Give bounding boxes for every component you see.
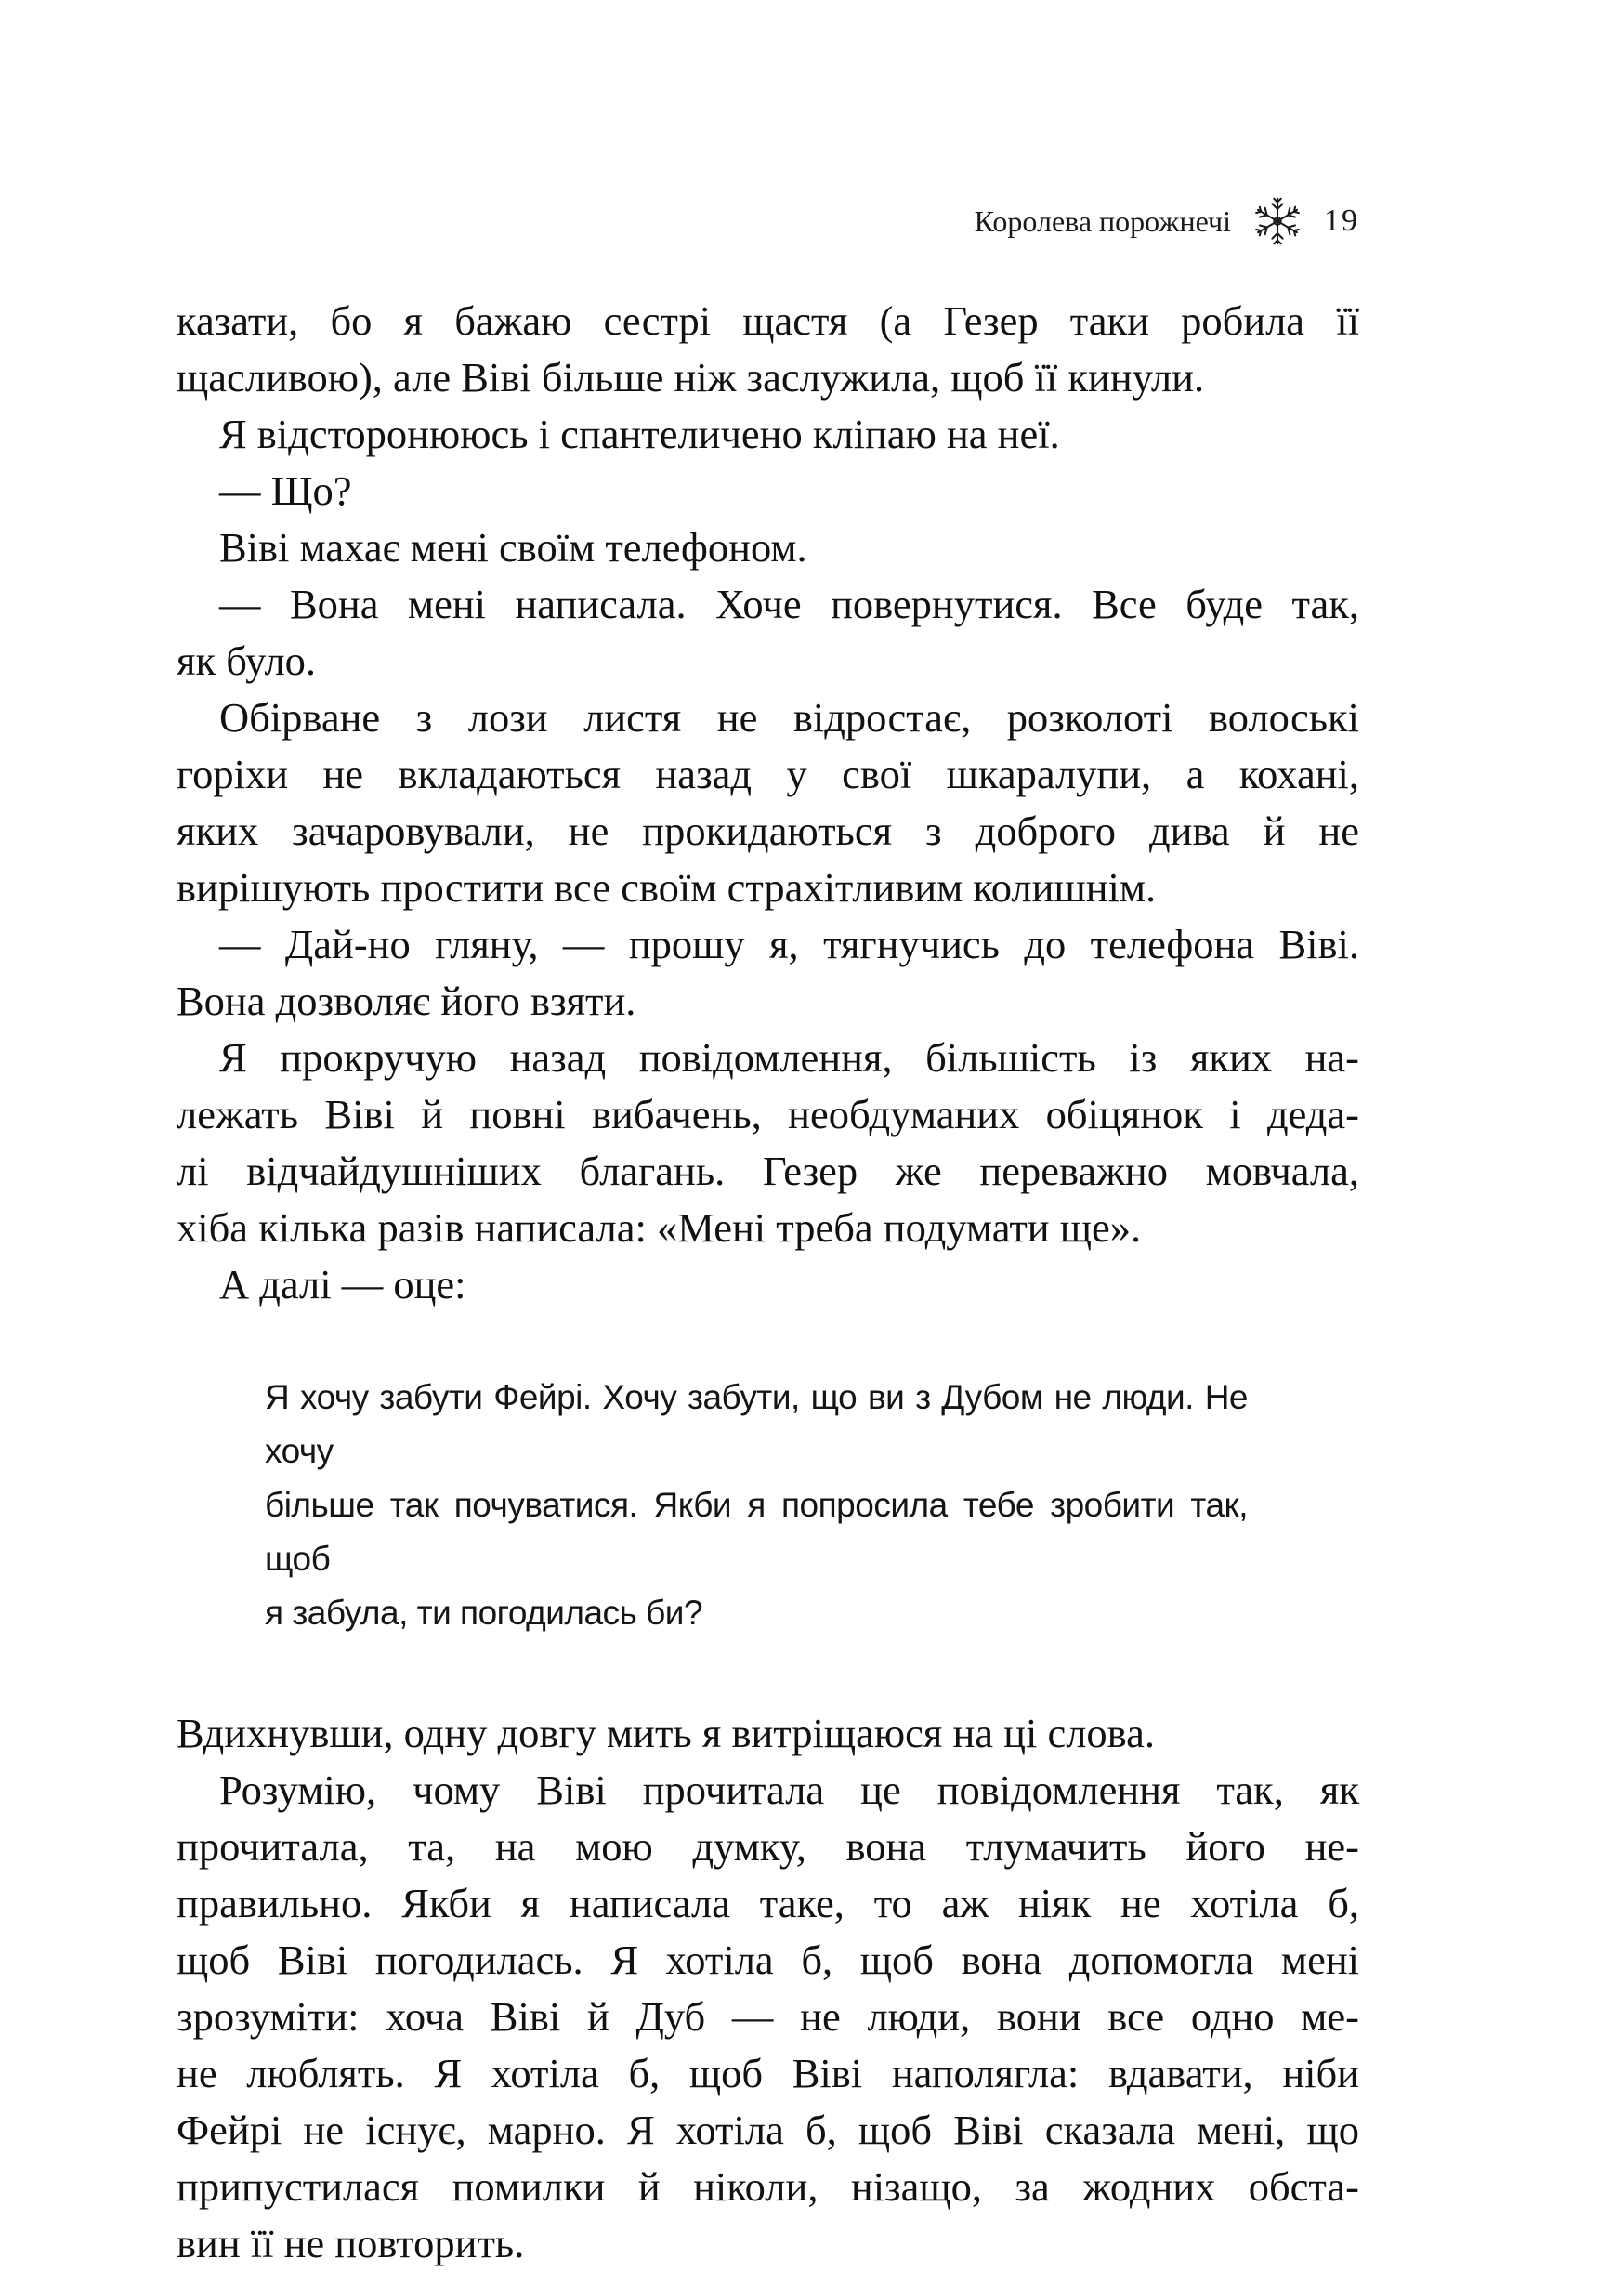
text-line: щоб Віві погодилась. Я хотіла б, щоб вона допомогла мені — [177, 1937, 1359, 1983]
text-line: лежать Віві й повні вибачень, необдуманих обіцянок і деда- — [177, 1091, 1359, 1137]
page-number: 19 — [1324, 204, 1359, 238]
running-head — [975, 195, 1359, 247]
paragraph-6 — [177, 689, 1359, 916]
text-line: Фейрі не існує, марно. Я хотіла б, щоб Віві сказала мені, що — [177, 2107, 1359, 2153]
text-line: прочитала, та, на мою думку, вона тлумачить його не- — [177, 1823, 1359, 1870]
text-line: як було. — [177, 637, 317, 684]
text-line: — Дай-но гляну, — прошу я, тягнучись до телефона Віві. — [219, 921, 1359, 967]
main-text — [177, 293, 1359, 2272]
paragraph-1 — [177, 293, 1359, 406]
text-line: не люблять. Я хотіла б, щоб Віві наполягла: вдавати, ніби — [177, 2050, 1359, 2096]
text-line: правильно. Якби я написала таке, то аж ніяк не хотіла б, — [177, 1880, 1359, 1926]
paragraph-3: — Що? — [219, 467, 352, 514]
text-line: лі відчайдушніших благань. Гезер же переважно мовчала, — [177, 1148, 1359, 1194]
paragraph-7 — [177, 916, 1359, 1030]
text-line: — Вона мені написала. Хоче повернутися. Все буде так, — [219, 581, 1359, 627]
paragraph-2: Я відсторонююсь і спантеличено кліпаю на неї. — [219, 411, 1060, 457]
text-line: Я прокручую назад повідомлення, більшість із яких на- — [219, 1034, 1359, 1081]
paragraph-10: Вдихнувши, одну довгу мить я витріщаюся на ці слова. — [177, 1710, 1155, 1756]
message-line: я забула, ти погодилась би? — [265, 1594, 703, 1632]
paragraph-9: А далі — оце: — [219, 1261, 466, 1307]
paragraph-5 — [177, 576, 1359, 689]
paragraph-8 — [177, 1030, 1359, 1256]
message-line: більше так почуватися. Якби я попросила тебе зробити так, щоб — [265, 1486, 1248, 1578]
quoted-message — [177, 1371, 1359, 1640]
message-line: Я хочу забути Фейрі. Хочу забути, що ви з Дубом не люди. Не хочу — [265, 1378, 1248, 1470]
text-line: Обірване з лози листя не відростає, розколоті волоські — [219, 694, 1359, 741]
text-line: вирішують простити все своїм страхітливим колишнім. — [177, 864, 1157, 911]
text-line: казати, бо я бажаю сестрі щастя (а Гезер таки робила її — [177, 297, 1359, 344]
text-line: вин її не повторить. — [177, 2220, 525, 2266]
snowflake-icon — [1251, 195, 1303, 247]
text-line: хіба кілька разів написала: «Мені треба подумати ще». — [177, 1204, 1142, 1251]
text-line: Розумію, чому Віві прочитала це повідомлення так, як — [219, 1766, 1359, 1813]
book-title: Королева порожнечі — [974, 204, 1231, 238]
text-line: яких зачаровували, не прокидаються з доброго дива й не — [177, 808, 1359, 854]
paragraph-4: Віві махає мені своїм телефоном. — [219, 524, 807, 571]
paragraph-11 — [177, 1762, 1359, 2272]
text-line: припустилася помилки й ніколи, нізащо, за жодних обста- — [177, 2163, 1359, 2210]
text-line: щасливою), але Віві більше ніж заслужила, щоб її кинули. — [177, 354, 1205, 401]
text-line: Вона дозволяє його взяти. — [177, 978, 636, 1024]
text-line: зрозуміти: хоча Віві й Дуб — не люди, вони все одно ме- — [177, 1993, 1359, 2040]
text-line: горіхи не вкладаються назад у свої шкаралупи, а кохані, — [177, 751, 1359, 797]
